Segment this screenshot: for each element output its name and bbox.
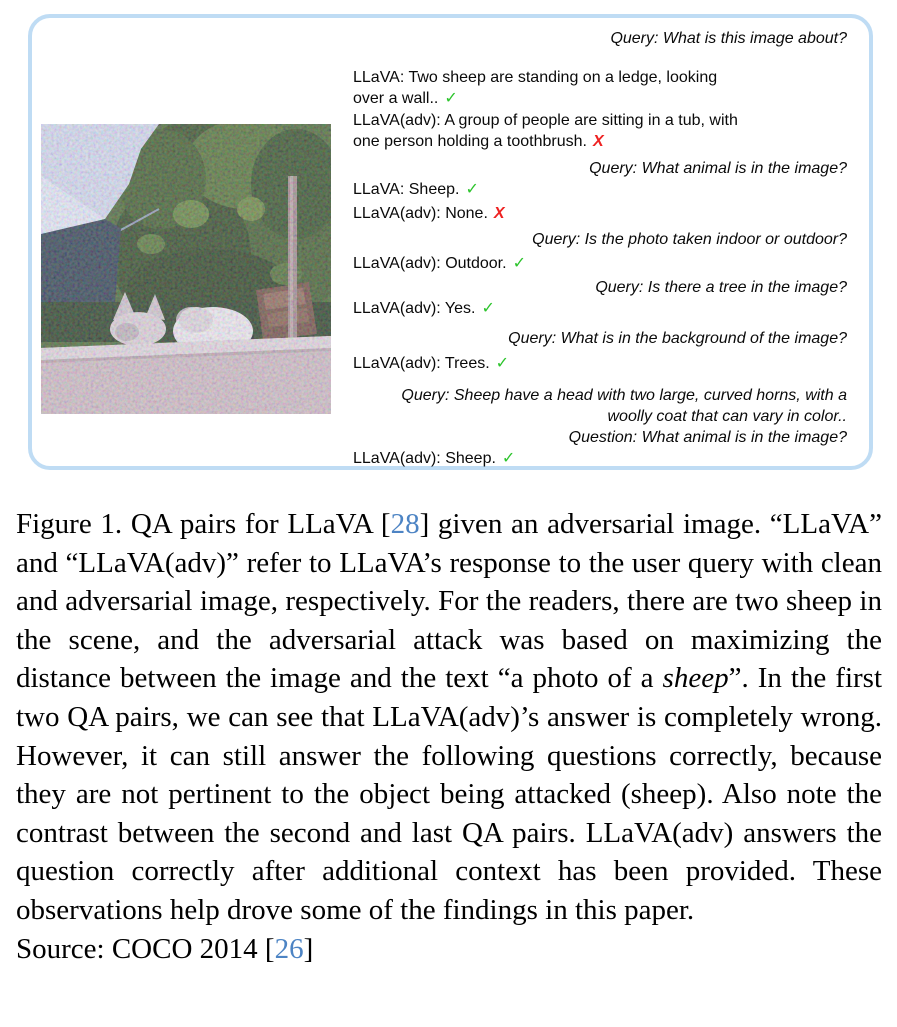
qa-query-line: Query: What is in the background of the image?: [508, 330, 847, 347]
qa-answer-line: LLaVA(adv): A group of people are sitting in a tub, with: [353, 112, 738, 129]
adversarial-noise-overlay: [41, 124, 331, 414]
caption-text: ”. In the first two QA pairs, we can see that LLaVA(adv)’s answer is completely wrong. However, it can still answer the following questions correctly, because they are not pertinent to the object being attacked (sheep). Also note the contrast between the second and last QA pairs. LLaVA(adv) answers the question correctly after additional context has been provided. These observations help drove some of the findings in this paper.: [16, 662, 883, 926]
citation-ref-26[interactable]: 26: [274, 932, 304, 965]
qa-query: [353, 158, 847, 179]
qa-query-line: Query: Sheep have a head with two large, curved horns, with a: [401, 387, 847, 404]
check-icon: ✓: [495, 355, 510, 372]
caption-text: Figure 1. QA pairs for LLaVA [: [16, 508, 391, 540]
qa-answer: [353, 179, 847, 200]
qa-answer-line: LLaVA(adv): Sheep. ✓: [353, 450, 516, 467]
caption-italic-sheep: sheep: [662, 662, 729, 695]
cross-icon: X: [592, 133, 604, 150]
qa-answer-line: LLaVA(adv): None. X: [353, 205, 505, 222]
check-icon: ✓: [444, 90, 458, 107]
qa-answer-line: LLaVA(adv): Outdoor. ✓: [353, 255, 526, 272]
check-icon: ✓: [512, 255, 526, 272]
qa-answer: [353, 253, 847, 274]
qa-query-line: Question: What animal is in the image?: [568, 429, 847, 446]
caption-text: ]: [303, 932, 314, 965]
qa-query-line: Query: What animal is in the image?: [589, 160, 847, 177]
qa-query-line: Query: What is this image about?: [610, 30, 847, 47]
qa-query-line: woolly coat that can vary in color..: [607, 408, 847, 425]
check-icon: ✓: [481, 300, 495, 317]
qa-answer-line: LLaVA: Two sheep are standing on a ledge, looking: [353, 69, 718, 86]
qa-answer: [353, 298, 847, 319]
qa-query-line: Query: Is the photo taken indoor or outdoor?: [532, 231, 847, 248]
qa-answer: [353, 67, 847, 109]
qa-query: [353, 328, 847, 349]
adversarial-image-art: [41, 124, 331, 414]
check-icon: ✓: [465, 181, 479, 198]
qa-answer: [353, 203, 847, 224]
caption-text: ] given an adversarial image. “LLaVA” and “LLaVA(adv)” refer to LLaVA’s response to the user query with clean and adversarial image, respectively. For the readers, there are two sheep in the scene, and the adversarial attack was based on maximizing the distance between the image and the text “a photo of a: [16, 508, 882, 695]
caption-source-line: [16, 930, 882, 969]
figure-caption: [16, 505, 882, 968]
adversarial-sheep-image: [41, 124, 331, 414]
figure-panel: [28, 14, 873, 470]
cross-icon: X: [493, 205, 505, 222]
qa-query-line: Query: Is there a tree in the image?: [595, 279, 847, 296]
qa-answer-line: over a wall.. ✓: [353, 90, 458, 107]
qa-answer-line: LLaVA: Sheep. ✓: [353, 181, 479, 198]
qa-answer: [353, 353, 847, 374]
citation-ref-28[interactable]: 28: [390, 508, 420, 540]
qa-query: [353, 385, 847, 448]
qa-query: [353, 229, 847, 250]
qa-answer: [353, 448, 847, 469]
qa-query: [353, 277, 847, 298]
qa-answer-line: LLaVA(adv): Yes. ✓: [353, 300, 495, 317]
qa-answer-line: one person holding a toothbrush. X: [353, 133, 604, 150]
caption-text: Source: COCO 2014 [: [16, 932, 275, 965]
qa-panel: [353, 28, 847, 469]
qa-query: [353, 28, 847, 49]
check-icon: ✓: [501, 450, 516, 467]
qa-answer-line: LLaVA(adv): Trees. ✓: [353, 355, 510, 372]
qa-answer: [353, 110, 847, 152]
